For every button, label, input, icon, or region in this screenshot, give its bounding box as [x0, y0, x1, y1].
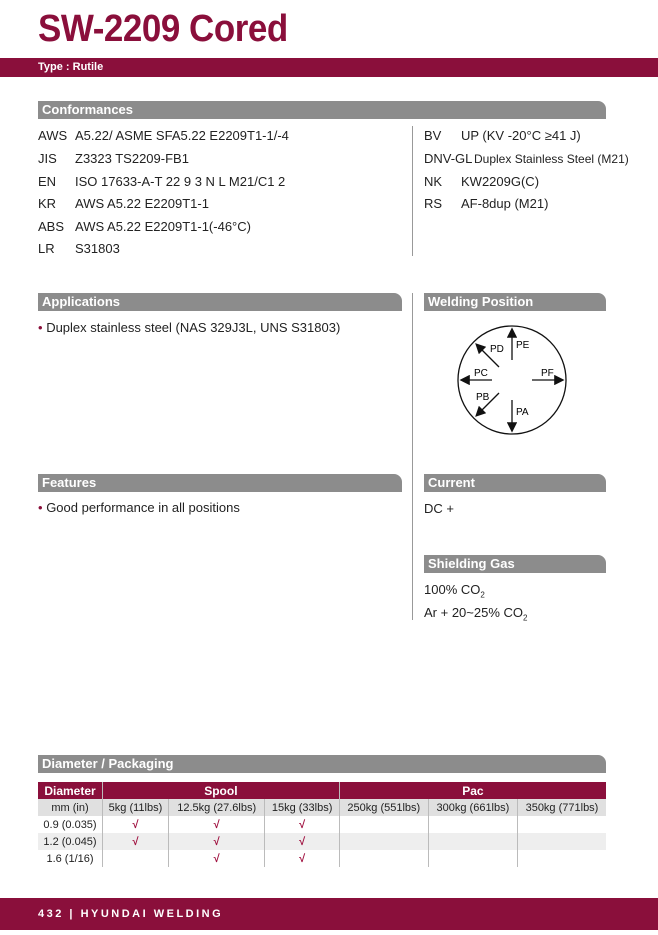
conformance-org: BV: [424, 128, 442, 143]
size-cell: 300kg (661lbs): [428, 799, 517, 816]
gas-subscript: 2: [523, 613, 528, 623]
footer-brand: HYUNDAI WELDING: [80, 908, 224, 920]
applications-text: Duplex stainless steel (NAS 329J3L, UNS S31803): [46, 320, 341, 335]
pos-label-pb: PB: [476, 392, 490, 403]
applications-item: [38, 320, 340, 335]
gas-text: 100% CO: [424, 582, 481, 597]
shielding-gas-line2: [424, 605, 527, 623]
footer-text: [38, 908, 223, 920]
conformance-org: JIS: [38, 151, 57, 166]
conformance-org: KR: [38, 196, 57, 211]
table-row: [38, 816, 606, 833]
empty-cell: [103, 850, 169, 867]
features-item: [38, 500, 240, 515]
empty-cell: [428, 850, 517, 867]
conformance-org: RS: [424, 196, 443, 211]
type-label: Type : Rutile: [38, 61, 104, 73]
welding-position-diagram: [452, 320, 572, 440]
table-row: [38, 833, 606, 850]
diameter-cell: 0.9 (0.035): [38, 816, 103, 833]
page-title: SW-2209 Cored: [38, 8, 288, 50]
bullet: •: [38, 320, 43, 335]
conformance-spec: A5.22/ ASME SFA5.22 E2209T1-1/-4: [75, 128, 289, 143]
shielding-gas-line1: [424, 582, 485, 600]
conformance-spec: AF-8dup (M21): [461, 196, 549, 211]
table-subheader-row: [38, 799, 606, 816]
size-cell: 5kg (11lbs): [103, 799, 169, 816]
empty-cell: [339, 833, 428, 850]
conformances-header: Conformances: [38, 101, 606, 119]
type-bar: [0, 58, 658, 77]
page-number: 432: [38, 908, 64, 920]
conformance-org: DNV-GL: [424, 151, 473, 166]
conformance-spec: AWS A5.22 E2209T1-1(-46°C): [75, 219, 251, 234]
pos-label-pa: PA: [516, 407, 529, 418]
current-value: DC +: [424, 501, 454, 516]
divider: [412, 126, 413, 256]
empty-cell: [339, 850, 428, 867]
welding-position-header: Welding Position: [424, 293, 606, 311]
col-diameter: Diameter: [38, 782, 103, 799]
check-cell: √: [168, 833, 264, 850]
check-cell: √: [168, 850, 264, 867]
conformance-spec: KW2209G(C): [461, 174, 540, 189]
pos-label-pc: PC: [474, 368, 488, 379]
packaging-header: Diameter / Packaging: [38, 755, 606, 773]
conformance-spec: Duplex Stainless Steel (M21): [474, 152, 629, 166]
conformance-spec: ISO 17633-A-T 22 9 3 N L M21/C1 2: [75, 174, 286, 189]
conformance-org: AWS: [38, 128, 68, 143]
check-cell: √: [265, 833, 339, 850]
pos-label-pf: PF: [541, 368, 554, 379]
gas-text: Ar + 20~25% CO: [424, 605, 523, 620]
conformance-org: ABS: [38, 219, 65, 234]
empty-cell: [517, 816, 606, 833]
diameter-cell: 1.2 (0.045): [38, 833, 103, 850]
conformance-spec: AWS A5.22 E2209T1-1: [75, 196, 209, 211]
pos-label-pd: PD: [490, 344, 504, 355]
pos-label-pe: PE: [516, 340, 530, 351]
features-text: Good performance in all positions: [46, 500, 240, 515]
current-header: Current: [424, 474, 606, 492]
check-cell: √: [103, 833, 169, 850]
table-row: [38, 850, 606, 867]
conformance-org: LR: [38, 241, 55, 256]
col-spool: Spool: [103, 782, 340, 799]
empty-cell: [517, 833, 606, 850]
check-cell: √: [168, 816, 264, 833]
gas-subscript: 2: [480, 590, 485, 600]
features-header: Features: [38, 474, 402, 492]
conformance-spec: S31803: [75, 241, 120, 256]
bullet: •: [38, 500, 43, 515]
check-cell: √: [265, 850, 339, 867]
conformance-org: EN: [38, 174, 57, 189]
conformance-org: NK: [424, 174, 443, 189]
empty-cell: [339, 816, 428, 833]
empty-cell: [428, 816, 517, 833]
footer-separator: |: [69, 908, 75, 920]
footer-bar: [0, 898, 658, 930]
empty-cell: [428, 833, 517, 850]
unit-cell: mm (in): [38, 799, 103, 816]
col-pac: Pac: [339, 782, 606, 799]
packaging-table: [38, 782, 606, 867]
shielding-gas-header: Shielding Gas: [424, 555, 606, 573]
applications-header: Applications: [38, 293, 402, 311]
table-header-row: [38, 782, 606, 799]
conformance-spec: UP (KV -20°C ≥41 J): [461, 128, 581, 143]
size-cell: 350kg (771lbs): [517, 799, 606, 816]
size-cell: 15kg (33lbs): [265, 799, 339, 816]
size-cell: 12.5kg (27.6lbs): [168, 799, 264, 816]
divider: [412, 293, 413, 620]
conformance-spec: Z3323 TS2209-FB1: [75, 151, 189, 166]
check-cell: √: [103, 816, 169, 833]
diameter-cell: 1.6 (1/16): [38, 850, 103, 867]
empty-cell: [517, 850, 606, 867]
check-cell: √: [265, 816, 339, 833]
size-cell: 250kg (551lbs): [339, 799, 428, 816]
